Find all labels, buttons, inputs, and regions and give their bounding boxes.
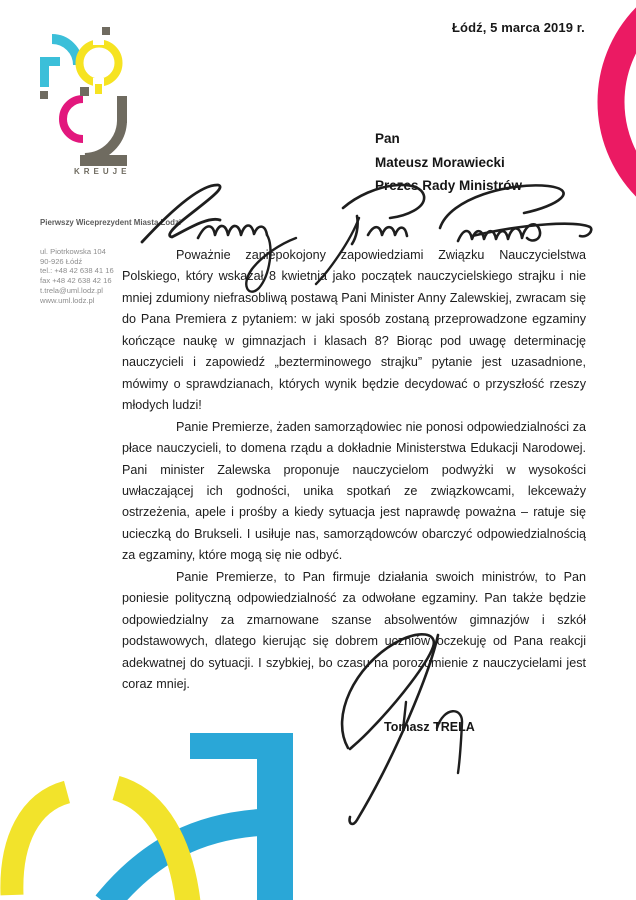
sender-website: www.uml.lodz.pl <box>40 295 95 305</box>
paragraph-1: Poważnie zaniepokojony zapowiedziami Związku Nauczycielstwa Polskiego, który wskazał 8 kwietnia jako początek nauczycielskiego strajku i nie mniej zdumiony niefrasobliwą postawą Pani Minister Anny Zalewskiej, zwracam się do Pana Premiera z pytaniem: w jaki sposób zostaną przeprowadzone egzaminy kończące naukę w gimnazjach i klasach 8? Biorąc pod uwagę determinację nauczycieli i zapowiedź „bezterminowego strajku” pytanie jest uzasadnione, mówimy o sprawdzianach, których wynik będzie decydować o przyszłość rzeszy młodych ludzi! <box>122 248 586 413</box>
footer-waves-graphic <box>0 730 340 900</box>
sender-fax: fax +48 42 638 42 16 <box>40 276 112 286</box>
date-line: Łódź, 5 marca 2019 r. <box>452 20 585 35</box>
sender-phone: tel.: +48 42 638 41 16 <box>40 266 114 276</box>
sender-address <box>40 247 114 305</box>
recipient-name: Mateusz Morawiecki <box>375 154 505 170</box>
lodz-kreuje-logo <box>38 25 156 167</box>
paragraph-3: Panie Premierze, to Pan firmuje działania swoich ministrów, to Pan poniesie polityczną odpowiedzialność za odwołane egzaminy. Pan także będzie odpowiedzialny za zmarnowane szanse absolwentów gimnazjów i szkół podstawowych, dlatego kierując się dobrem uczniów oczekuję od Pana reakcji adekwatnej do sytuacji. I szybkiej, bo czasu na porozumienie z nauczycielami jest coraz mniej. <box>122 569 586 692</box>
paragraph-2: Panie Premierze, żaden samorządowiec nie ponosi odpowiedzialności za płace nauczycieli, to domena rządu a dokładnie Ministerstwa Edukacji Narodowej. Pani minister Zalewska proponuje nauczycielom podwyżki w wysokości uwłaczającej ich godności, unika spotkań ze związkowcami, lekceważy ostrzeżenia, apele i prośby a kiedy sytuacja jest naprawdę poważna – ratuje się ucieczką do Brukseli. I usiłuje nas, samorządowców obarczyć odpowiedzialnością za egzaminy, które mogą się nie odbyć. <box>122 419 586 563</box>
recipient-role: Prezes Rady Ministrów <box>375 178 523 193</box>
sender-email: t.trela@uml.lodz.pl <box>40 285 103 295</box>
logo-caption: KREUJE <box>74 167 131 176</box>
sender-street: ul. Piotrkowska 104 <box>40 247 106 256</box>
signature-name: Tomasz TRELA <box>384 720 475 734</box>
sender-title: Pierwszy Wiceprezydent Miasta Łodzi <box>40 218 182 227</box>
sender-city: 90-926 Łódź <box>40 256 83 266</box>
recipient-salutation: Pan <box>375 131 400 146</box>
handwritten-signature <box>325 620 515 832</box>
